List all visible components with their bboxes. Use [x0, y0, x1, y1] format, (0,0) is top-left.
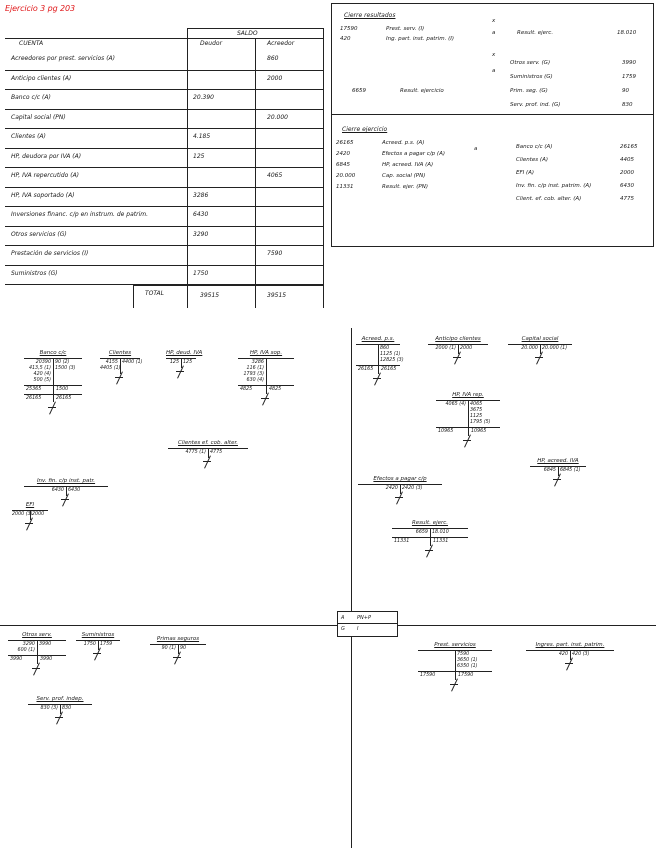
taccount-total-credit: 10965	[471, 429, 487, 434]
taccount-name: HP, deud. IVA	[166, 350, 203, 356]
taccount-debit-entry: 500 (5)	[33, 378, 51, 383]
taccount-credit-column	[380, 346, 402, 364]
taccount-credit-column	[122, 360, 142, 366]
taccount	[100, 350, 143, 428]
taccount-name: Result. ejerc.	[411, 520, 449, 526]
closing-account: Prest. serv. (I)	[386, 26, 425, 32]
taccount-debit-column	[8, 642, 35, 654]
balance-row-account: Capital social (PN)	[11, 113, 66, 121]
taccount	[168, 440, 248, 524]
taccount-debit-column	[358, 486, 398, 492]
taccount-credit-column	[39, 642, 68, 648]
taccount-debit-entry: 1750	[83, 642, 96, 647]
taccount	[508, 336, 572, 416]
taccount-center-rule	[468, 400, 469, 436]
balance-row-debit: 20.390	[193, 94, 214, 101]
taccount-close-slash	[33, 662, 40, 675]
taccount-total-debit: 4825	[240, 387, 253, 392]
taccount	[418, 642, 492, 720]
taccount-name: Banco c/c	[39, 350, 67, 356]
taccount-credit-column	[542, 346, 574, 352]
taccount-total-debit: 26165	[358, 367, 374, 372]
taccount-credit-column	[210, 450, 250, 456]
taccount-credit-entry: 2000	[460, 346, 473, 351]
taccount-close-tick	[565, 663, 573, 664]
taccount-credit-entry: 6430	[68, 488, 81, 493]
taccount-name: Anticipo clientes	[435, 336, 481, 342]
taccount-center-rule	[378, 344, 379, 374]
quadrant-horizontal-line	[0, 625, 656, 626]
taccount-close-slash	[49, 401, 56, 414]
taccount-debit-entry: 6430	[51, 488, 64, 493]
balance-row-account: Inversiones financ. c/p en instrum. de patrim.	[11, 211, 148, 218]
taccount-name: Suministros	[81, 632, 115, 638]
taccount-debit-column	[508, 346, 538, 352]
taccount-name: Serv. prof. indep.	[36, 696, 84, 702]
marker-a: a	[492, 68, 496, 74]
taccount-debit-column	[428, 346, 456, 352]
closing-account: EFI (A)	[516, 170, 535, 176]
label-pn: PN+P	[357, 615, 371, 621]
taccount-credit-entry: 2000	[32, 512, 45, 517]
section1-title: Cierre resultados	[344, 12, 396, 19]
taccount-close-slash	[451, 678, 458, 691]
marker-a: a	[492, 30, 496, 36]
taccount-debit-entry: 3290	[22, 642, 35, 647]
balance-row-debit: 3290	[193, 230, 209, 238]
taccount	[392, 520, 468, 602]
taccount-close-slash	[426, 544, 433, 557]
closing-amount: 4775	[620, 196, 634, 202]
taccount-credit-column	[32, 512, 50, 518]
taccount-credit-entry: 1500 (3)	[55, 366, 76, 371]
balance-row-debit: 125	[193, 152, 205, 160]
balance-row-credit: 4065	[267, 172, 283, 179]
closing-amount: 3990	[622, 60, 636, 66]
taccount-credit-column	[572, 652, 616, 658]
col-cuenta: CUENTA	[19, 40, 44, 47]
taccount-total-credit: 4825	[269, 387, 282, 392]
taccount	[28, 696, 92, 774]
page-title: Ejercicio 3 pg 203	[5, 4, 75, 13]
taccount-total-debit: 25365	[26, 387, 42, 392]
taccount-debit-entry: 6845	[543, 468, 556, 473]
taccount-debit-column	[436, 402, 466, 408]
taccount-name: Primas seguros	[156, 636, 200, 642]
balance-row-rule	[5, 89, 323, 90]
taccount-total-credit: 1500	[56, 387, 69, 392]
taccount-debit-entry: 116 (1)	[246, 366, 264, 371]
taccount-close-tick	[55, 717, 63, 718]
taccount-debit-entry: 4065 (4)	[445, 402, 466, 407]
closing-account: Client. ef. cob. alter. (A)	[516, 196, 582, 202]
closing-amount: 830	[622, 102, 633, 108]
taccount-credit-entry: 3650 (1)	[457, 658, 478, 663]
col-deudor: Deudor	[200, 40, 223, 47]
taccount-close-tick	[373, 378, 381, 379]
closing-account: Serv. prof. ind. (G)	[510, 102, 561, 108]
taccount	[24, 350, 82, 438]
taccount	[530, 458, 586, 536]
label-g: G	[341, 626, 345, 632]
taccount-credit-entry: 1759	[100, 642, 113, 647]
taccount	[150, 636, 206, 714]
balance-row-debit: 4.185	[193, 133, 211, 140]
taccount-close-tick	[463, 440, 471, 441]
taccount-name: Capital social	[521, 336, 559, 342]
taccount-close-slash	[374, 372, 381, 385]
taccount-name: Clientes	[108, 350, 132, 356]
taccount-credit-entry: 125	[183, 360, 193, 365]
taccount	[526, 642, 614, 724]
balance-row-rule	[5, 128, 323, 129]
taccount-credit-column	[180, 646, 208, 652]
center-legend	[337, 611, 399, 635]
taccount	[12, 502, 48, 580]
taccount-debit-entry: 3286	[251, 360, 264, 365]
closing-amount: 2420	[336, 151, 350, 157]
closing-amount: 17590	[340, 26, 358, 32]
closing-account: Banco c/c (A)	[516, 144, 553, 150]
taccount-total-credit: 11331	[433, 539, 449, 544]
taccount-close-tick	[395, 497, 403, 498]
taccount-credit-entry: 90	[180, 646, 187, 651]
col-acreedor: Acreedor	[267, 40, 295, 47]
closing-amount: 6845	[336, 162, 350, 168]
taccount	[356, 336, 404, 414]
closing-account: Inv. fin. c/p inst. patrim. (A)	[516, 183, 592, 189]
taccount-close-tick	[203, 461, 211, 462]
total-deudor: 39515	[200, 292, 220, 299]
taccount-close-tick	[25, 523, 33, 524]
trial-balance-table	[5, 28, 323, 308]
closing-account: Acreed. p.s. (A)	[382, 140, 425, 146]
balance-row-account: Clientes (A)	[11, 133, 46, 140]
taccount-center-rule	[455, 650, 456, 680]
taccount-total-rule	[24, 385, 82, 386]
closing-account: Prim. seg. (G)	[510, 88, 548, 94]
taccount-name: EFI	[25, 502, 35, 508]
balance-row-rule	[5, 226, 323, 227]
balance-row-account: Otros servicios (G)	[11, 230, 67, 238]
closing-amount: 4405	[620, 157, 634, 163]
taccount-debit-column	[24, 488, 64, 494]
taccount-debit-column	[530, 468, 556, 474]
taccount-credit-entry: 1125	[470, 414, 483, 419]
taccount-credit-entry: 1795 (5)	[470, 420, 491, 425]
taccount-close-slash	[464, 434, 471, 447]
closing-amount: 26165	[336, 140, 354, 146]
balance-row-rule	[5, 265, 323, 266]
taccount-close-tick	[425, 550, 433, 551]
taccount-close-tick	[176, 371, 184, 372]
taccount-credit-entry: 3990	[39, 642, 52, 647]
taccount	[436, 392, 500, 476]
taccount-credit-entry: 12825 (3)	[380, 358, 404, 363]
taccount-debit-entry: 830 (3)	[40, 706, 58, 711]
taccount-debit-entry: 20390	[35, 360, 51, 365]
taccount-debit-entry: 600 (1)	[17, 648, 35, 653]
taccount-balance-debit: 26165	[26, 396, 42, 401]
closing-amount: 20.000	[336, 173, 356, 179]
balance-row-account: Suministros (G)	[11, 269, 58, 277]
closing-account: Otros serv. (G)	[510, 60, 551, 66]
taccount-credit-entry: 2420 (3)	[402, 486, 423, 491]
taccount-close-tick	[553, 479, 561, 480]
taccount-debit-column	[24, 360, 51, 384]
taccount-total-credit: 17590	[458, 673, 474, 678]
closing-account: Ing. part. inst. patrim. (I)	[386, 36, 454, 42]
taccount-close-tick	[32, 668, 40, 669]
taccount-debit-column	[150, 646, 176, 652]
taccount-debit-entry: 420 (4)	[33, 372, 51, 377]
taccount-debit-entry: 2000 (1)	[435, 346, 456, 351]
balance-row-account: HP, IVA repercutido (A)	[11, 172, 80, 179]
closing-account: Result. ejercicio	[400, 88, 444, 94]
taccount-debit-entry: 4405 (1)	[100, 366, 121, 371]
label-a: A	[341, 615, 345, 621]
taccount-name: Acreed. p.s.	[361, 336, 395, 342]
taccount-debit-entry: 1793 (3)	[243, 372, 264, 377]
balance-row-rule	[5, 109, 323, 110]
taccount	[166, 350, 203, 424]
closing-amount: 420	[340, 36, 351, 42]
balance-row-rule	[5, 206, 323, 207]
taccount-credit-column	[470, 402, 502, 426]
taccount-close-tick	[48, 407, 56, 408]
balance-row-account: Prestación de servicios (I)	[11, 250, 89, 257]
taccount-debit-column	[238, 360, 264, 384]
section2-title: Cierre ejercicio	[342, 126, 388, 133]
taccount-close-tick	[261, 398, 269, 399]
taccount-name: Efectos a pagar c/p	[373, 476, 427, 482]
taccount-name: HP, acreed. IVA	[537, 458, 579, 464]
taccount-name: Otros serv.	[22, 632, 52, 638]
taccount-credit-column	[62, 706, 94, 712]
marker-x: x	[492, 52, 496, 58]
marker-a: a	[474, 146, 478, 152]
taccount-debit-column	[100, 360, 121, 372]
closing-amount: 1759	[622, 74, 636, 80]
taccount-total-debit: 17590	[420, 673, 436, 678]
taccount-credit-column	[432, 530, 470, 536]
taccount-debit-entry: 20.000	[521, 346, 538, 351]
closing-account: Suministros (G)	[510, 74, 553, 80]
taccount-debit-entry: 125	[169, 360, 179, 365]
taccount-total-rule	[238, 385, 294, 386]
taccount-debit-column	[526, 652, 568, 658]
closing-amount: 6430	[620, 183, 634, 189]
taccount-total-rule	[418, 671, 492, 672]
closing-account: Result. ejer. (PN)	[382, 184, 429, 190]
taccount-center-rule	[53, 358, 54, 402]
taccount-name: Prest. servicios	[434, 642, 476, 648]
total-label: TOTAL	[145, 290, 164, 297]
closing-amount: 6659	[352, 88, 366, 94]
taccount-credit-column	[183, 360, 198, 366]
taccount-credit-entry: 4775	[210, 450, 223, 455]
closing-amount: 26165	[620, 144, 638, 150]
taccount-total-rule	[8, 655, 66, 656]
taccount-credit-column	[460, 346, 490, 352]
taccount-credit-entry: 420 (3)	[572, 652, 590, 657]
taccount-debit-column	[76, 642, 96, 648]
balance-row-debit: 6430	[193, 211, 209, 218]
balance-row-credit: 860	[267, 55, 279, 62]
closing-amount: 11331	[336, 184, 354, 190]
taccount-credit-entry: 4065	[470, 402, 483, 407]
taccount-debit-column	[28, 706, 58, 712]
taccount-debit-column	[392, 530, 428, 536]
taccount-close-tick	[450, 684, 458, 685]
taccount-center-rule	[37, 640, 38, 664]
balance-row-credit: 2000	[267, 74, 283, 82]
balance-row-account: HP, IVA soportado (A)	[11, 191, 75, 199]
balance-row-account: Anticipo clientes (A)	[11, 74, 72, 82]
taccount-close-tick	[453, 357, 461, 358]
taccount-debit-entry: 413,5 (1)	[28, 366, 51, 371]
balance-row-account: Acreedores por prest. servicios (A)	[11, 55, 115, 62]
closing-account: HP, acreed. IVA (A)	[382, 162, 434, 168]
balance-row-rule	[5, 167, 323, 168]
marker-x: x	[492, 18, 496, 24]
taccount-debit-column	[168, 450, 206, 456]
taccount-debit-entry: 2420	[385, 486, 398, 491]
taccount-debit-column	[12, 512, 33, 518]
taccount-total-debit: 3990	[10, 657, 23, 662]
balance-row-account: Banco c/c (A)	[11, 94, 51, 101]
taccount-total-credit: 26165	[381, 367, 397, 372]
taccount-credit-entry: 20.000 (1)	[542, 346, 568, 351]
taccount-debit-entry: 2000 (3)	[12, 512, 33, 517]
total-acreedor: 39515	[267, 292, 287, 299]
taccount-debit-entry: 420	[558, 652, 568, 657]
closing-account: Cap. social (PN)	[382, 173, 426, 179]
taccount-name: Ingres. part. inst. patrim.	[535, 642, 605, 648]
balance-row-rule	[5, 187, 323, 188]
taccount-credit-entry: 3675	[470, 408, 483, 413]
taccount-debit-entry: 630 (4)	[246, 378, 264, 383]
balance-row-debit: 3286	[193, 191, 209, 199]
closing-account: Clientes (A)	[516, 157, 548, 163]
taccount-total-debit: 10965	[438, 429, 454, 434]
taccount-debit-entry: 90 (1)	[161, 646, 176, 651]
taccount-credit-column	[560, 468, 588, 474]
closing-account: Efectos a pagar c/p (A)	[382, 151, 445, 157]
taccount-close-tick	[61, 499, 69, 500]
taccount-debit-entry: 4775 (1)	[185, 450, 206, 455]
taccount-credit-column	[402, 486, 444, 492]
taccount-credit-entry: 830	[62, 706, 72, 711]
taccount-total-debit: 11331	[394, 539, 410, 544]
taccount-name: Clientes ef. cob. alter.	[178, 440, 238, 446]
taccount-total-rule	[392, 537, 468, 538]
taccount-center-rule	[266, 358, 267, 394]
closing-account: Result. ejerc.	[517, 30, 554, 36]
taccount-close-tick	[173, 657, 181, 658]
taccount-credit-entry: 90 (2)	[55, 360, 70, 365]
taccount-total-rule	[436, 427, 500, 428]
taccount-credit-entry: 18.010	[432, 530, 449, 535]
taccount-credit-entry: 7590	[457, 652, 470, 657]
balance-row-rule	[5, 245, 323, 246]
taccount-credit-column	[100, 642, 122, 648]
quadrant-vertical-line	[351, 328, 352, 848]
taccount-debit-entry: 6659	[415, 530, 428, 535]
closing-amount: 18.010	[617, 30, 637, 36]
balance-row-rule	[5, 148, 323, 149]
taccount-balance-credit: 26165	[56, 396, 72, 401]
closing-amount: 2000	[620, 170, 634, 176]
saldo-header: SALDO	[237, 30, 258, 37]
taccount-debit-entry: 4155	[105, 360, 118, 365]
balance-row-credit: 20.000	[267, 113, 288, 121]
taccount-credit-column	[457, 652, 494, 670]
taccount-total-rule	[356, 365, 400, 366]
closing-entries-box	[331, 3, 654, 247]
label-i: I	[357, 626, 359, 632]
taccount-credit-entry: 1125 (1)	[380, 352, 401, 357]
taccount-name: Inv. fin. c/p inst. patr.	[36, 478, 96, 484]
taccount-close-tick	[115, 377, 123, 378]
closing-amount: 90	[622, 88, 629, 94]
taccount-credit-entry: 6350 (1)	[457, 664, 478, 669]
taccount-close-tick	[535, 357, 543, 358]
taccount-debit-column	[166, 360, 179, 366]
taccount-close-slash	[262, 392, 269, 405]
taccount-credit-entry: 4400 (1)	[122, 360, 143, 365]
taccount	[238, 350, 294, 428]
taccount-credit-entry: 860	[380, 346, 390, 351]
balance-row-credit: 7590	[267, 250, 283, 257]
taccount-balance-rule	[24, 394, 82, 395]
taccount-name: HP, IVA sop.	[249, 350, 283, 356]
taccount-credit-column	[68, 488, 110, 494]
taccount-total-credit: 3990	[40, 657, 53, 662]
balance-row-account: HP, deudora por IVA (A)	[11, 152, 82, 160]
taccount-credit-column	[55, 360, 84, 372]
balance-row-rule	[5, 70, 323, 71]
taccount-credit-entry: 6845 (1)	[560, 468, 581, 473]
balance-row-debit: 1750	[193, 269, 209, 277]
taccount-name: HP, IVA rep.	[452, 392, 484, 398]
taccount-close-tick	[93, 653, 101, 654]
